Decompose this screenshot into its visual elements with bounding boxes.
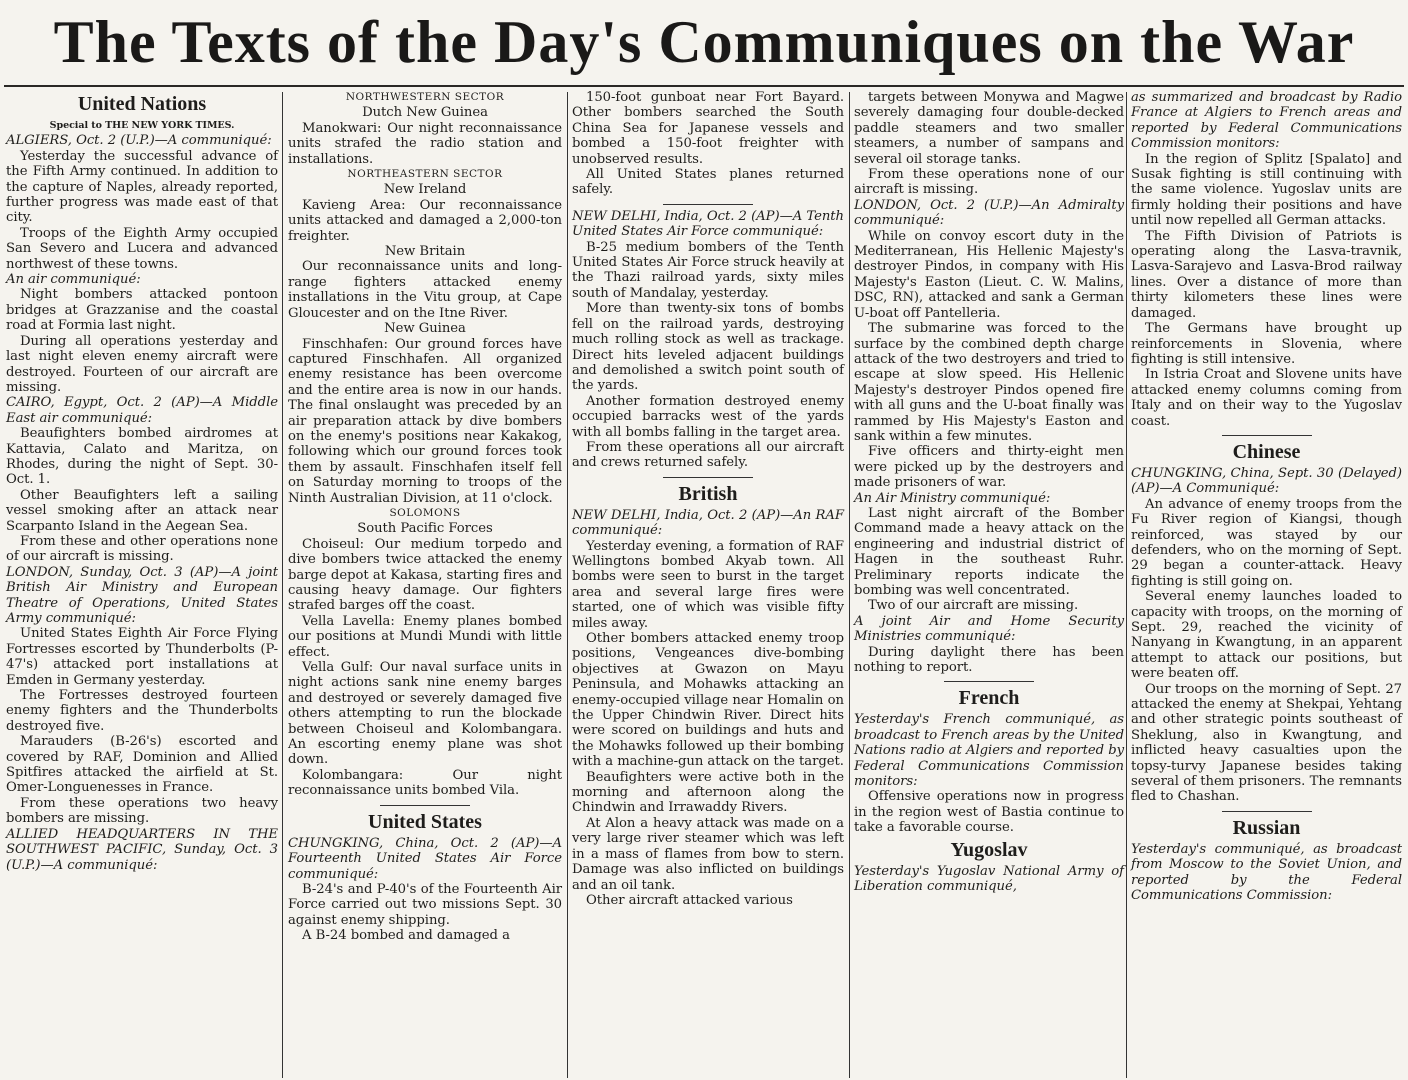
paragraph: targets between Monywa and Magwe severely damaging four double-decked paddle steamers and two smaller steamers, a number of sampans and several oil storage tanks. (854, 90, 1124, 167)
dateline: NEW DELHI, India, Oct. 2 (AP)—A Tenth United States Air Force communiqué: (572, 208, 844, 240)
dateline: Yesterday's French communiqué, as broadcast to French areas by the United Nations radio at Algiers and reported by Federal Communications Commission monitors: (854, 712, 1124, 790)
paragraph: While on convoy escort duty in the Mediterranean, His Hellenic Majesty's destroyer Pindos, in company with His Majesty's Easton (Lieut. C. W. Malins, DSC, RN), attacked and sank a German U-boat off Pantelleria. (854, 228, 1124, 321)
paragraph: Other Beaufighters left a sailing vessel smoking after an attack near Scarpanto Island in the Aegean Sea. (6, 487, 278, 534)
paragraph: From these and other operations none of our aircraft is missing. (6, 533, 278, 565)
paragraph: Yesterday evening, a formation of RAF Wellingtons bombed Akyab town. All bombs were seen to burst in the target area and several large fires were started, one of which was visible fifty miles away. (572, 538, 844, 631)
paragraph: Offensive operations now in progress in the region west of Bastia continue to take a favorable course. (854, 789, 1124, 836)
subheading: New Guinea (384, 321, 466, 337)
paragraph: Last night aircraft of the Bomber Command made a heavy attack on the engineering and industrial district of Hagen in the southeast Ruhr. Preliminary reports indicate the bombing was well concentrated. (854, 505, 1124, 598)
paragraph: Manokwari: Our night reconnaissance units strafed the radio station and installations. (288, 120, 562, 167)
paragraph: Troops of the Eighth Army occupied San Severo and Lucera and advanced northwest of these towns. (6, 225, 278, 272)
paragraph: Two of our aircraft are missing. (868, 598, 1079, 614)
section-rule (1222, 811, 1312, 812)
paragraph: During all operations yesterday and last night eleven enemy aircraft were destroyed. Fourteen of our aircraft are missing. (6, 333, 278, 395)
paragraph: Beaufighters were active both in the morning and afternoon along the Chindwin and Irrawaddy Rivers. (572, 769, 844, 816)
dateline: An air communiqué: (6, 272, 141, 288)
paragraph: An advance of enemy troops from the Fu River region of Kiangsi, though reinforced, was stayed by our defenders, who on the morning of Sept. 29 began a counter-attack. Heavy fighting is still going on. (1131, 496, 1402, 589)
paragraph: Kolombangara: Our night reconnaissance units bombed Vila. (288, 767, 562, 799)
dateline: as summarized and broadcast by Radio France at Algiers to French areas and reported by Federal Communications Commission monitors: (1131, 90, 1402, 152)
section-rule (663, 204, 753, 205)
paragraph: Choiseul: Our medium torpedo and dive bombers twice attacked the enemy barge depot at Kakasa, starting fires and causing heavy damage. Our fighters strafed barges off the coast. (288, 536, 562, 614)
sector-heading: SOLOMONS (389, 506, 461, 519)
column-2 (286, 90, 564, 1078)
paragraph: The Fortresses destroyed fourteen enemy fighters and the Thunderbolts destroyed five. (6, 688, 278, 734)
column-3 (570, 90, 846, 1078)
column-divider (1126, 92, 1127, 1078)
paragraph: 150-foot gunboat near Fort Bayard. Other bombers searched the South China Sea for Japanese vessels and bombed a 150-foot freighter with unobserved results. (572, 90, 844, 167)
section-heading: Russian (1232, 816, 1301, 839)
dateline: NEW DELHI, India, Oct. 2 (AP)—An RAF communiqué: (572, 507, 844, 539)
section-rule (1222, 435, 1312, 436)
paragraph: Beaufighters bombed airdromes at Kattavia, Calato and Maritza, on Rhodes, during the night of Sept. 30-Oct. 1. (6, 426, 278, 488)
dateline: LONDON, Sunday, Oct. 3 (AP)—A joint British Air Ministry and European Theatre of Operations, United States Army communiqué: (6, 564, 278, 626)
subheading: New Ireland (383, 182, 467, 198)
paragraph: Our troops on the morning of Sept. 27 attacked the enemy at Shekpai, Yehtang and other strategic points southeast of Sheklung, also in Kwangtung, and inflicted heavy casualties upon the topsy-turvy Japanese besides taking several of them prisoners. The remnants fled to Chashan. (1131, 681, 1402, 805)
section-heading: Yugoslav (950, 838, 1028, 861)
paragraph: Other bombers attacked enemy troop positions, Vengeances dive-bombing objectives at Gwazon on Mayu Peninsula, and Mohawks attacking an enemy-occupied village near Homalin on the Upper Chindwin River. Direct hits were scored on buildings and huts and the Mohawks followed up their bombing with a machine-gun attack on the target. (572, 631, 844, 770)
paragraph: The Fifth Division of Patriots is operating along the Lasva-travnik, Lasva-Sarajevo and Lasva-Brod railway lines. Over a distance of more than thirty kilometers these lines were damaged. (1131, 228, 1402, 321)
dateline: CAIRO, Egypt, Oct. 2 (AP)—A Middle East air communiqué: (6, 395, 278, 426)
section-rule (380, 805, 470, 806)
section-heading: French (958, 687, 1020, 710)
dateline: ALLIED HEADQUARTERS IN THE SOUTHWEST PACIFIC, Sunday, Oct. 3 (U.P.)—A communiqué: (6, 826, 278, 873)
paragraph: During daylight there has been nothing to report. (854, 644, 1124, 676)
column-5 (1129, 90, 1404, 1078)
dateline: Yesterday's Yugoslav National Army of Liberation communiqué, (854, 863, 1124, 895)
column-1 (4, 90, 280, 1078)
paragraph: Finschhafen: Our ground forces have captured Finschhafen. All organized enemy resistance has been overcome and the entire area is now in our hands. The final onslaught was preceded by an air preparation attack by dive bombers on the enemy's positions near Kakakog, following which our ground forces took them by assault. Finschhafen itself fell on Saturday morning to troops of the Ninth Australian Division, at 11 o'clock. (288, 336, 562, 506)
paragraph: Yesterday the successful advance of the Fifth Army continued. In addition to the capture of Naples, already reported, further progress was made east of that city. (6, 148, 278, 226)
paragraph: Five officers and thirty-eight men were picked up by the destroyers and made prisoners of war. (854, 444, 1124, 491)
dateline: CHUNGKING, China, Sept. 30 (Delayed) (AP)—A Communiqué: (1131, 465, 1402, 497)
subheading: New Britain (384, 244, 466, 260)
paragraph: All United States planes returned safely. (572, 167, 844, 198)
paragraph: B-25 medium bombers of the Tenth United States Air Force struck heavily at the Thazi railroad yards, sixty miles south of Mandalay, yesterday. (572, 239, 844, 301)
dateline: LONDON, Oct. 2 (U.P.)—An Admiralty communiqué: (854, 197, 1124, 229)
paragraph: The Germans have brought up reinforcements in Slovenia, where fighting is still intensive. (1131, 321, 1402, 367)
paragraph: Vella Lavella: Enemy planes bombed our positions at Mundi Mundi with little effect. (288, 613, 562, 660)
paragraph: B-24's and P-40's of the Fourteenth Air Force carried out two missions Sept. 30 against enemy shipping. (288, 881, 562, 928)
section-heading: United Nations (77, 93, 207, 115)
headline-rule (4, 85, 1404, 87)
subheading: South Pacific Forces (357, 521, 493, 537)
column-divider (567, 92, 568, 1078)
paragraph: Marauders (B-26's) escorted and covered by RAF, Dominion and Allied Spitfires attacked the airfield at St. Omer-Longuenesses in France. (6, 734, 278, 796)
section-heading: Chinese (1232, 440, 1301, 463)
paragraph: At Alon a heavy attack was made on a very large river steamer which was left in a mass of flames from bow to stern. Damage was also inflicted on buildings and an oil tank. (572, 815, 844, 893)
paragraph: More than twenty-six tons of bombs fell on the railroad yards, destroying much rolling stock as well as trackage. Direct hits leveled adjacent buildings and demolished a switch point south of the yards. (572, 301, 844, 394)
paragraph: United States Eighth Air Force Flying Fortresses escorted by Thunderbolts (P-47's) attacked port installations at Emden in Germany yesterday. (6, 626, 278, 688)
paragraph: From these operations two heavy bombers are missing. (6, 795, 278, 827)
paragraph: Kavieng Area: Our reconnaissance units attacked and damaged a 2,000-ton freighter. (288, 197, 562, 244)
section-rule (663, 477, 753, 478)
column-divider (282, 92, 283, 1078)
paragraph: In the region of Splitz [Spalato] and Susak fighting is still continuing with the same violence. Yugoslav units are firmly holding their positions and have until now repelled all German attacks. (1131, 151, 1402, 229)
special-credit: Special to THE NEW YORK TIMES. (49, 120, 235, 131)
subheading: Dutch New Guinea (362, 105, 488, 121)
sector-heading: NORTHWESTERN SECTOR (345, 91, 505, 103)
paragraph: Other aircraft attacked various (586, 892, 793, 908)
dateline: An Air Ministry communiqué: (854, 490, 1051, 506)
paragraph: From these operations none of our aircraft is missing. (854, 167, 1124, 198)
paragraph: Night bombers attacked pontoon bridges at Grazzanise and the coastal road at Formia last night. (6, 287, 278, 334)
paragraph: Our reconnaissance units and long-range fighters attacked enemy installations in the Vitu group, at Cape Gloucester and on the Itne River. (288, 259, 562, 321)
paragraph: In Istria Croat and Slovene units have attacked enemy columns coming from Italy and on their way to the Yugoslav coast. (1131, 367, 1402, 429)
paragraph: The submarine was forced to the surface by the combined depth charge attack of the two destroyers and tried to escape at slow speed. His Hellenic Majesty's destroyer Pindos opened fire with all guns and the U-boat finally was rammed by His Majesty's Easton and sank within a few minutes. (854, 321, 1124, 444)
paragraph: A B-24 bombed and damaged a (302, 928, 510, 944)
paragraph: From these operations all our aircraft and crews returned safely. (572, 439, 844, 471)
paragraph: Vella Gulf: Our naval surface units in night actions sank nine enemy barges and destroyed or severely damaged five others attempting to run the blockade between Choiseul and Kolombangara. An escorting enemy plane was shot down. (288, 660, 562, 768)
section-rule (944, 681, 1034, 682)
page-headline: The Texts of the Day's Communiques on the War (53, 9, 1355, 75)
column-divider (849, 92, 850, 1078)
dateline: CHUNGKING, China, Oct. 2 (AP)—A Fourteenth United States Air Force communiqué: (288, 835, 562, 882)
paragraph: Several enemy launches loaded to capacity with troops, on the morning of Sept. 29, reached the vicinity of Nanyang in Kwangtung, in an apparent attempt to attack our positions, but were beaten off. (1131, 589, 1402, 682)
column-4 (852, 90, 1126, 1078)
section-heading: British (678, 482, 738, 505)
section-heading: United States (368, 810, 482, 833)
dateline: Yesterday's communiqué, as broadcast from Moscow to the Soviet Union, and reported by the Federal Communications Commission: (1131, 841, 1402, 904)
dateline: ALGIERS, Oct. 2 (U.P.)—A communiqué: (6, 133, 272, 149)
dateline: A joint Air and Home Security Ministries communiqué: (854, 613, 1124, 645)
paragraph: Another formation destroyed enemy occupied barracks west of the yards with all bombs falling in the target area. (572, 393, 844, 440)
sector-heading: NORTHEASTERN SECTOR (347, 168, 503, 181)
